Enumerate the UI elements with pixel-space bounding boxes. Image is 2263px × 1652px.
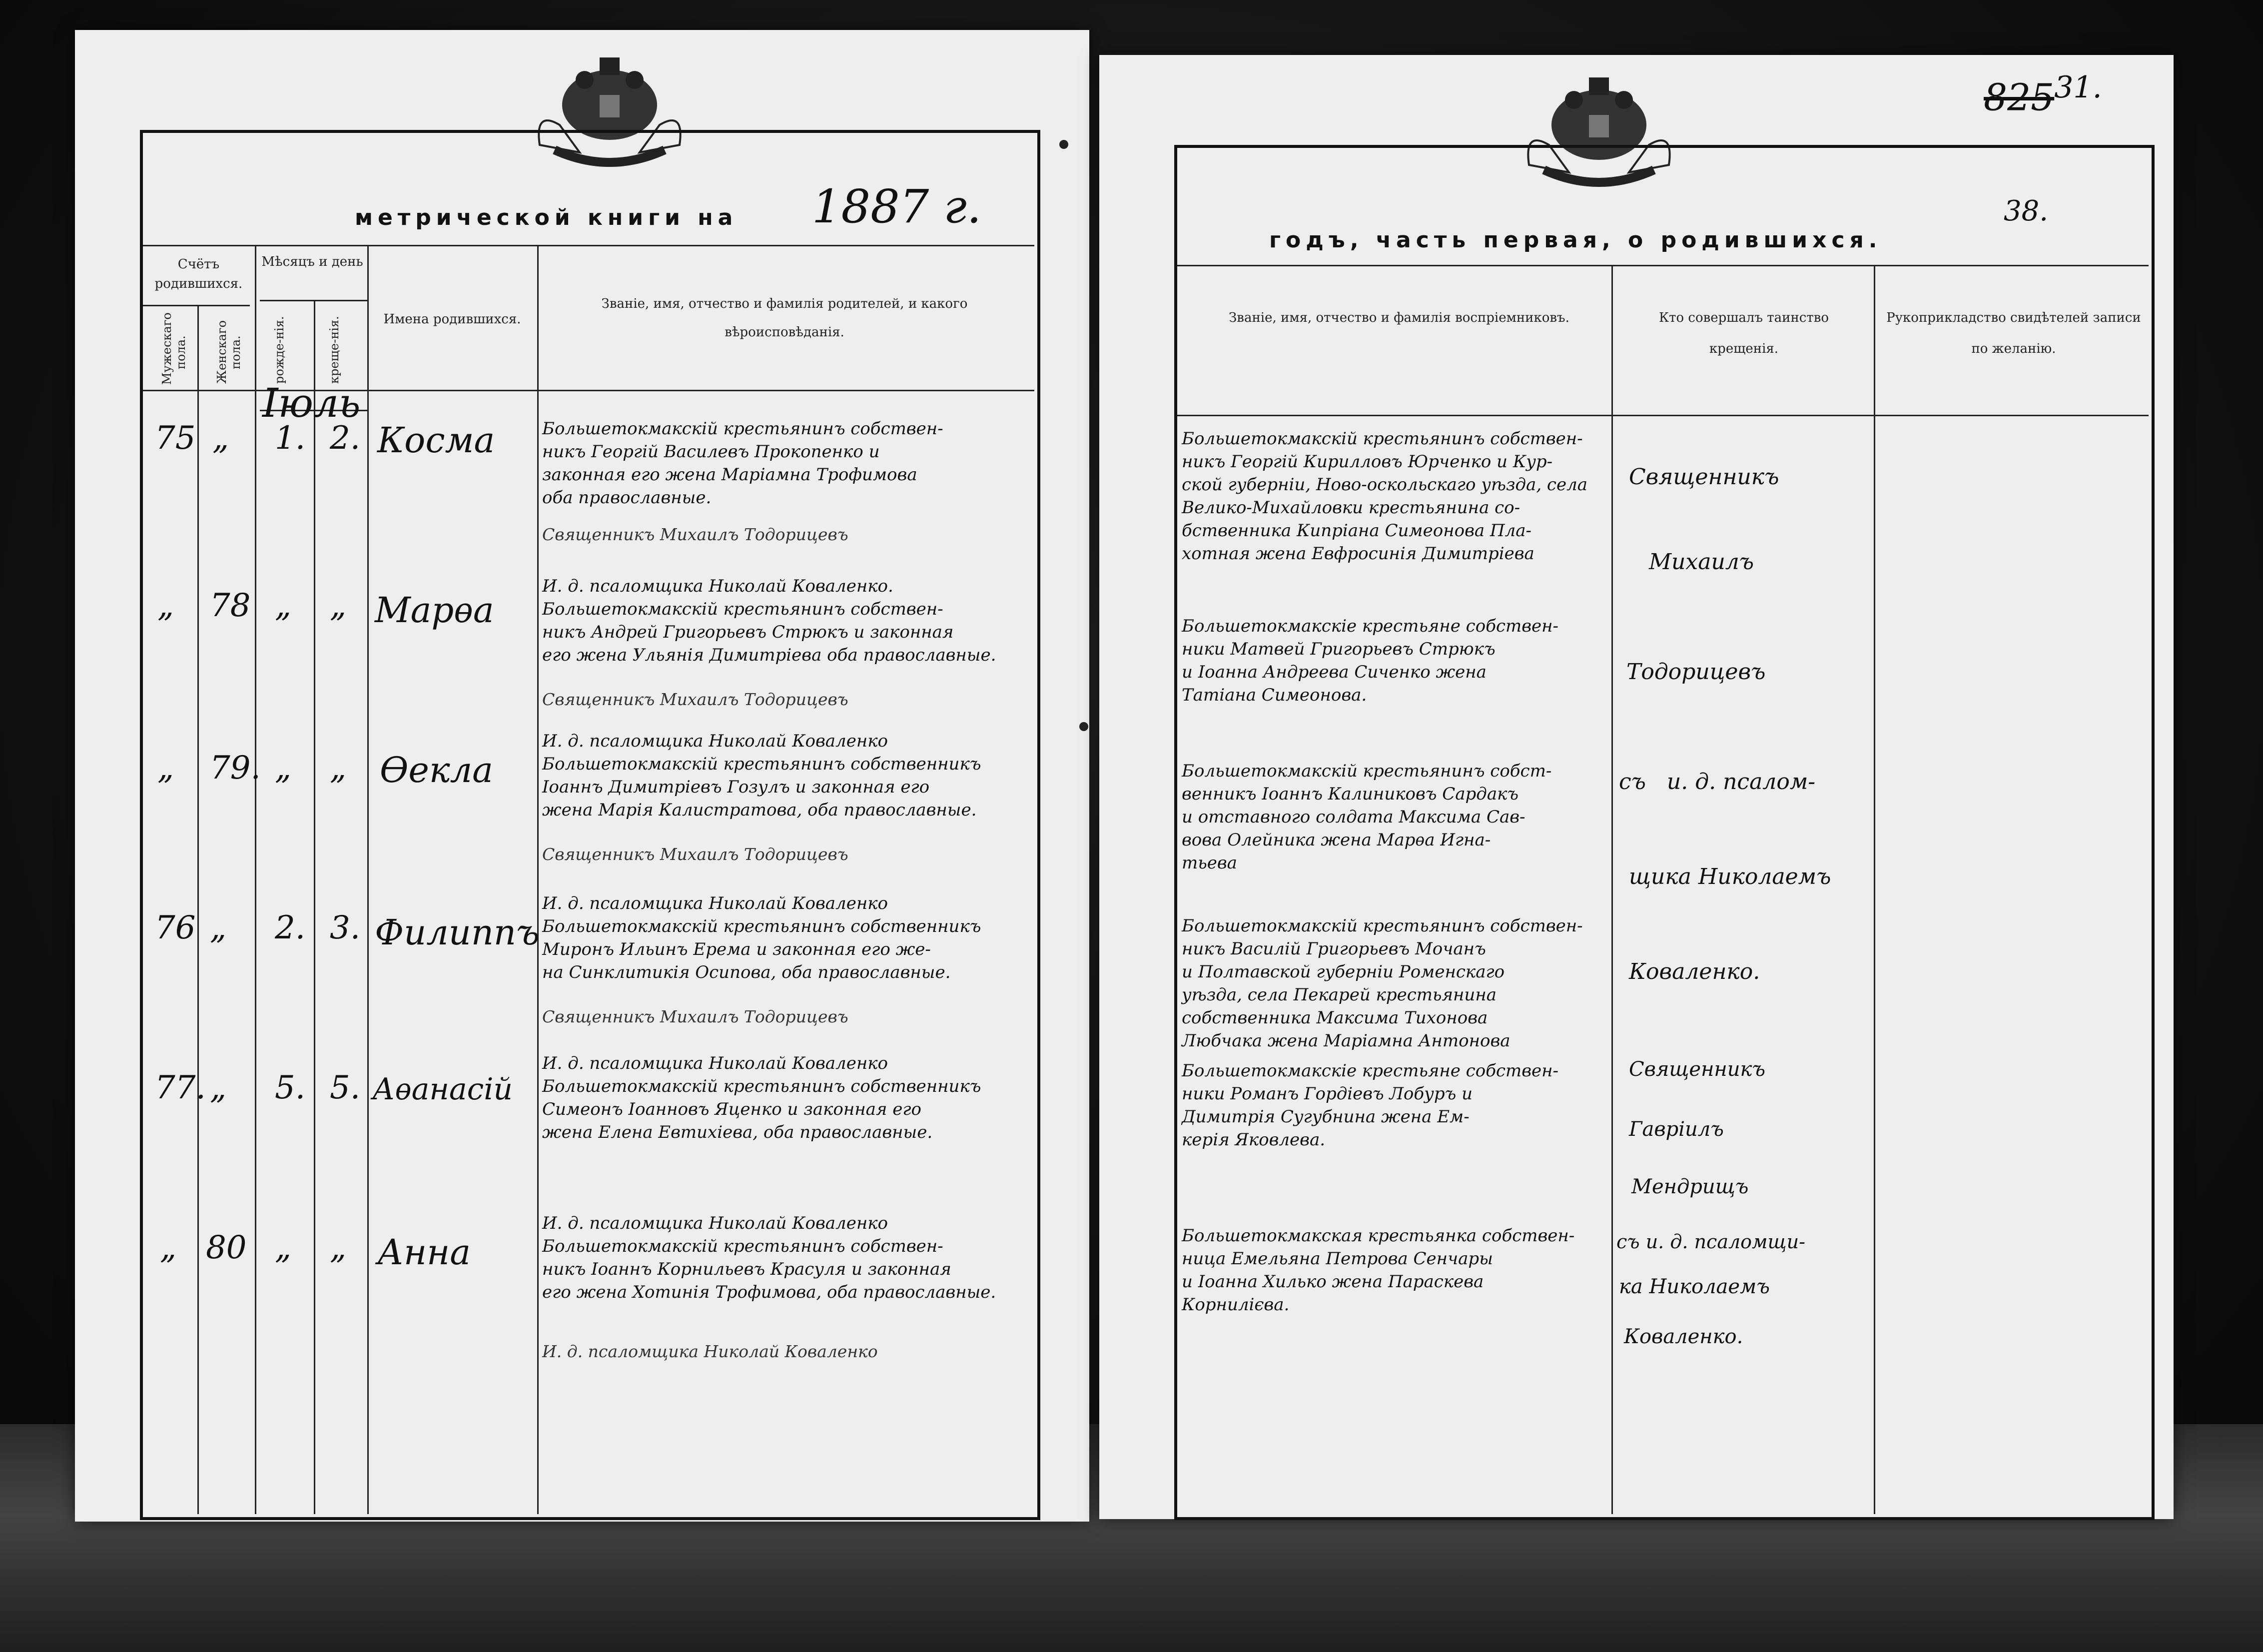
priest-line-12: Коваленко.: [1624, 1325, 1743, 1348]
witness-column-header: Рукоприкладство свидѣтелей записи по желанію.: [1886, 310, 2141, 357]
baptism-day: 5.: [330, 1069, 361, 1106]
baptism-day: „: [330, 1229, 347, 1266]
priest-line-1: Священникъ: [1629, 464, 1779, 490]
female-number: „: [210, 909, 227, 946]
godparents-entry-3: Большетокмакскій крестьянинъ собст- венникъ Іоаннъ Калиниковъ Сардакъ и отставного солдата Максима Сав- вова Олейника жена Марѳа Игна- тьева: [1182, 761, 1552, 873]
parents-column-header: Званіе, имя, отчество и фамилія родителей, и какого вѣроисповѣданія.: [601, 296, 968, 340]
parents-text: И. д. псаломщика Николай Коваленко Большетокмакскій крестьянинъ собственникъ Миронъ Ильинъ Ерема и законная его же- на Синклитикія Осипова, оба православные.: [542, 893, 981, 982]
male-number: „: [160, 1229, 177, 1266]
female-column-header: Женскаго пола.: [215, 320, 243, 384]
birth-day: 2.: [275, 909, 306, 946]
godparents-column-header: Званіе, имя, отчество и фамилія воспріемниковъ.: [1229, 310, 1569, 325]
female-number: „: [210, 1069, 227, 1106]
priest-line-5: щика Николаемъ: [1629, 864, 1831, 889]
birth-column-header: рожде-нія.: [272, 316, 286, 384]
page-number-current: 31.: [2054, 70, 2102, 105]
priest-line-3: Тодорицевъ: [1626, 659, 1766, 685]
birth-day: „: [275, 1229, 292, 1266]
priest-line-10: съ и. д. псаломщи-: [1616, 1231, 1805, 1253]
male-number: „: [157, 750, 174, 787]
child-name: Марѳа: [375, 590, 494, 631]
priest-signature: Священникъ Михаилъ Тодорицевъ: [542, 844, 848, 864]
female-number: 80: [206, 1229, 247, 1266]
godparents-entry-1: Большетокмакскій крестьянинъ собствен- никъ Георгій Кирилловъ Юрченко и Кур- ской губерніи, Ново-оскольскаго уѣзда, села Велико-Михайловки крестьянина со- бственника Кипріана Симеонова Пла- хотная жена Евфросинія Димитріева: [1182, 429, 1588, 564]
birth-day: 5.: [275, 1069, 306, 1106]
female-number: 79.: [210, 750, 261, 787]
binding-hole: [1079, 722, 1088, 731]
male-number: 76: [155, 909, 196, 946]
left-page: [75, 30, 1089, 1522]
month-label: Іюль: [262, 380, 361, 426]
child-name: Косма: [377, 420, 495, 461]
child-name: Анна: [377, 1232, 471, 1273]
alt-page-number: 38.: [2004, 195, 2049, 227]
priest-column-header: Кто совершалъ таинство крещенія.: [1658, 310, 1829, 357]
birth-day: „: [275, 750, 292, 787]
birth-day: „: [275, 587, 292, 624]
priest-line-8: Гавріилъ: [1629, 1118, 1724, 1141]
baptism-day: „: [330, 587, 347, 624]
baptism-column-header: креще-нія.: [327, 316, 341, 384]
godparents-entry-5: Большетокмакскіе крестьяне собствен- ники Романъ Гордіевъ Лобуръ и Димитрія Сугубнина жена Ем- керія Яковлева.: [1182, 1061, 1559, 1150]
month-day-header: Мѣсяцъ и день: [261, 254, 363, 269]
priest-line-6: Коваленко.: [1629, 959, 1760, 984]
baptism-day: „: [330, 750, 347, 787]
child-name: Ѳекла: [380, 750, 493, 791]
child-name: Филиппъ: [375, 912, 540, 953]
right-page: [1099, 55, 2174, 1519]
male-column-header: Мужескаго пола.: [160, 312, 188, 385]
child-name: Аѳанасій: [372, 1072, 513, 1107]
psalmist-signature: И. д. псаломщика Николай Коваленко: [542, 1342, 878, 1361]
page-number-struck: 825: [1984, 76, 2055, 119]
godparents-entry-2: Большетокмакскіе крестьяне собствен- ники Матвей Григорьевъ Стрюкъ и Іоанна Андреева Сиченко жена Татіана Симеонова.: [1182, 616, 1559, 705]
priest-line-2: Михаилъ: [1649, 549, 1754, 575]
baptism-day: 3.: [330, 909, 361, 946]
book-title: метрической книги на: [355, 205, 738, 230]
book-title-continued: годъ, часть первая, о родившихся.: [1269, 227, 1882, 253]
priest-signature: Священникъ Михаилъ Тодорицевъ: [542, 690, 848, 709]
priest-line-9: Мендрищъ: [1631, 1175, 1749, 1198]
female-number: „: [212, 420, 229, 457]
baptism-day: 2.: [330, 420, 361, 457]
parents-text: И. д. псаломщика Николай Коваленко. Большетокмакскій крестьянинъ собствен- никъ Андрей Григорьевъ Стрюкъ и законная его жена Ульянія Димитріева оба православные.: [542, 576, 996, 665]
male-number: 75: [155, 420, 196, 457]
birth-day: 1.: [275, 420, 306, 457]
male-number: „: [157, 587, 174, 624]
parents-text: Большетокмакскій крестьянинъ собствен- никъ Георгій Василевъ Прокопенко и законная его жена Маріамна Трофимова оба православные.: [542, 419, 943, 508]
godparents-entry-4: Большетокмакскій крестьянинъ собствен- никъ Василій Григорьевъ Мочанъ и Полтавской губерніи Роменскаго уѣзда, села Пекарей крестьянина собственника Максима Тихонова Любчака жена Маріамна Антонова: [1182, 916, 1583, 1051]
parents-text: И. д. псаломщика Николай Коваленко Большетокмакскій крестьянинъ собственникъ Іоаннъ Димитріевъ Гозулъ и законная его жена Марія Калистратова, оба православные.: [542, 731, 981, 820]
priest-signature: Священникъ Михаилъ Тодорицевъ: [542, 1007, 848, 1026]
binding-hole: [1059, 140, 1068, 149]
parents-text: И. д. псаломщика Николай Коваленко Большетокмакскій крестьянинъ собствен- никъ Іоаннъ Корнильевъ Красуля и законная его жена Хотинія Трофимова, оба православные.: [542, 1213, 996, 1302]
parents-text: И. д. псаломщика Николай Коваленко Большетокмакскій крестьянинъ собственникъ Симеонъ Іоанновъ Яценко и законная его жена Елена Евтихіева, оба православные.: [542, 1053, 981, 1142]
names-column-header: Имена родившихся.: [383, 312, 521, 327]
priest-line-7: Священникъ: [1629, 1058, 1766, 1081]
male-number: 77.: [155, 1069, 206, 1106]
book-year: 1887 г.: [812, 180, 982, 233]
priest-line-4: съ и. д. псалом-: [1619, 769, 1816, 795]
godparents-entry-6: Большетокмакская крестьянка собствен- ница Емельяна Петрова Сенчары и Іоанна Хилько жена Параскева Корнилієва.: [1182, 1226, 1575, 1315]
priest-line-11: ка Николаемъ: [1619, 1275, 1770, 1298]
female-number: 78: [210, 587, 251, 624]
page-number: [1984, 70, 2102, 119]
priest-signature: Священникъ Михаилъ Тодорицевъ: [542, 525, 848, 544]
count-header: Счётъ родившихся.: [154, 257, 243, 291]
